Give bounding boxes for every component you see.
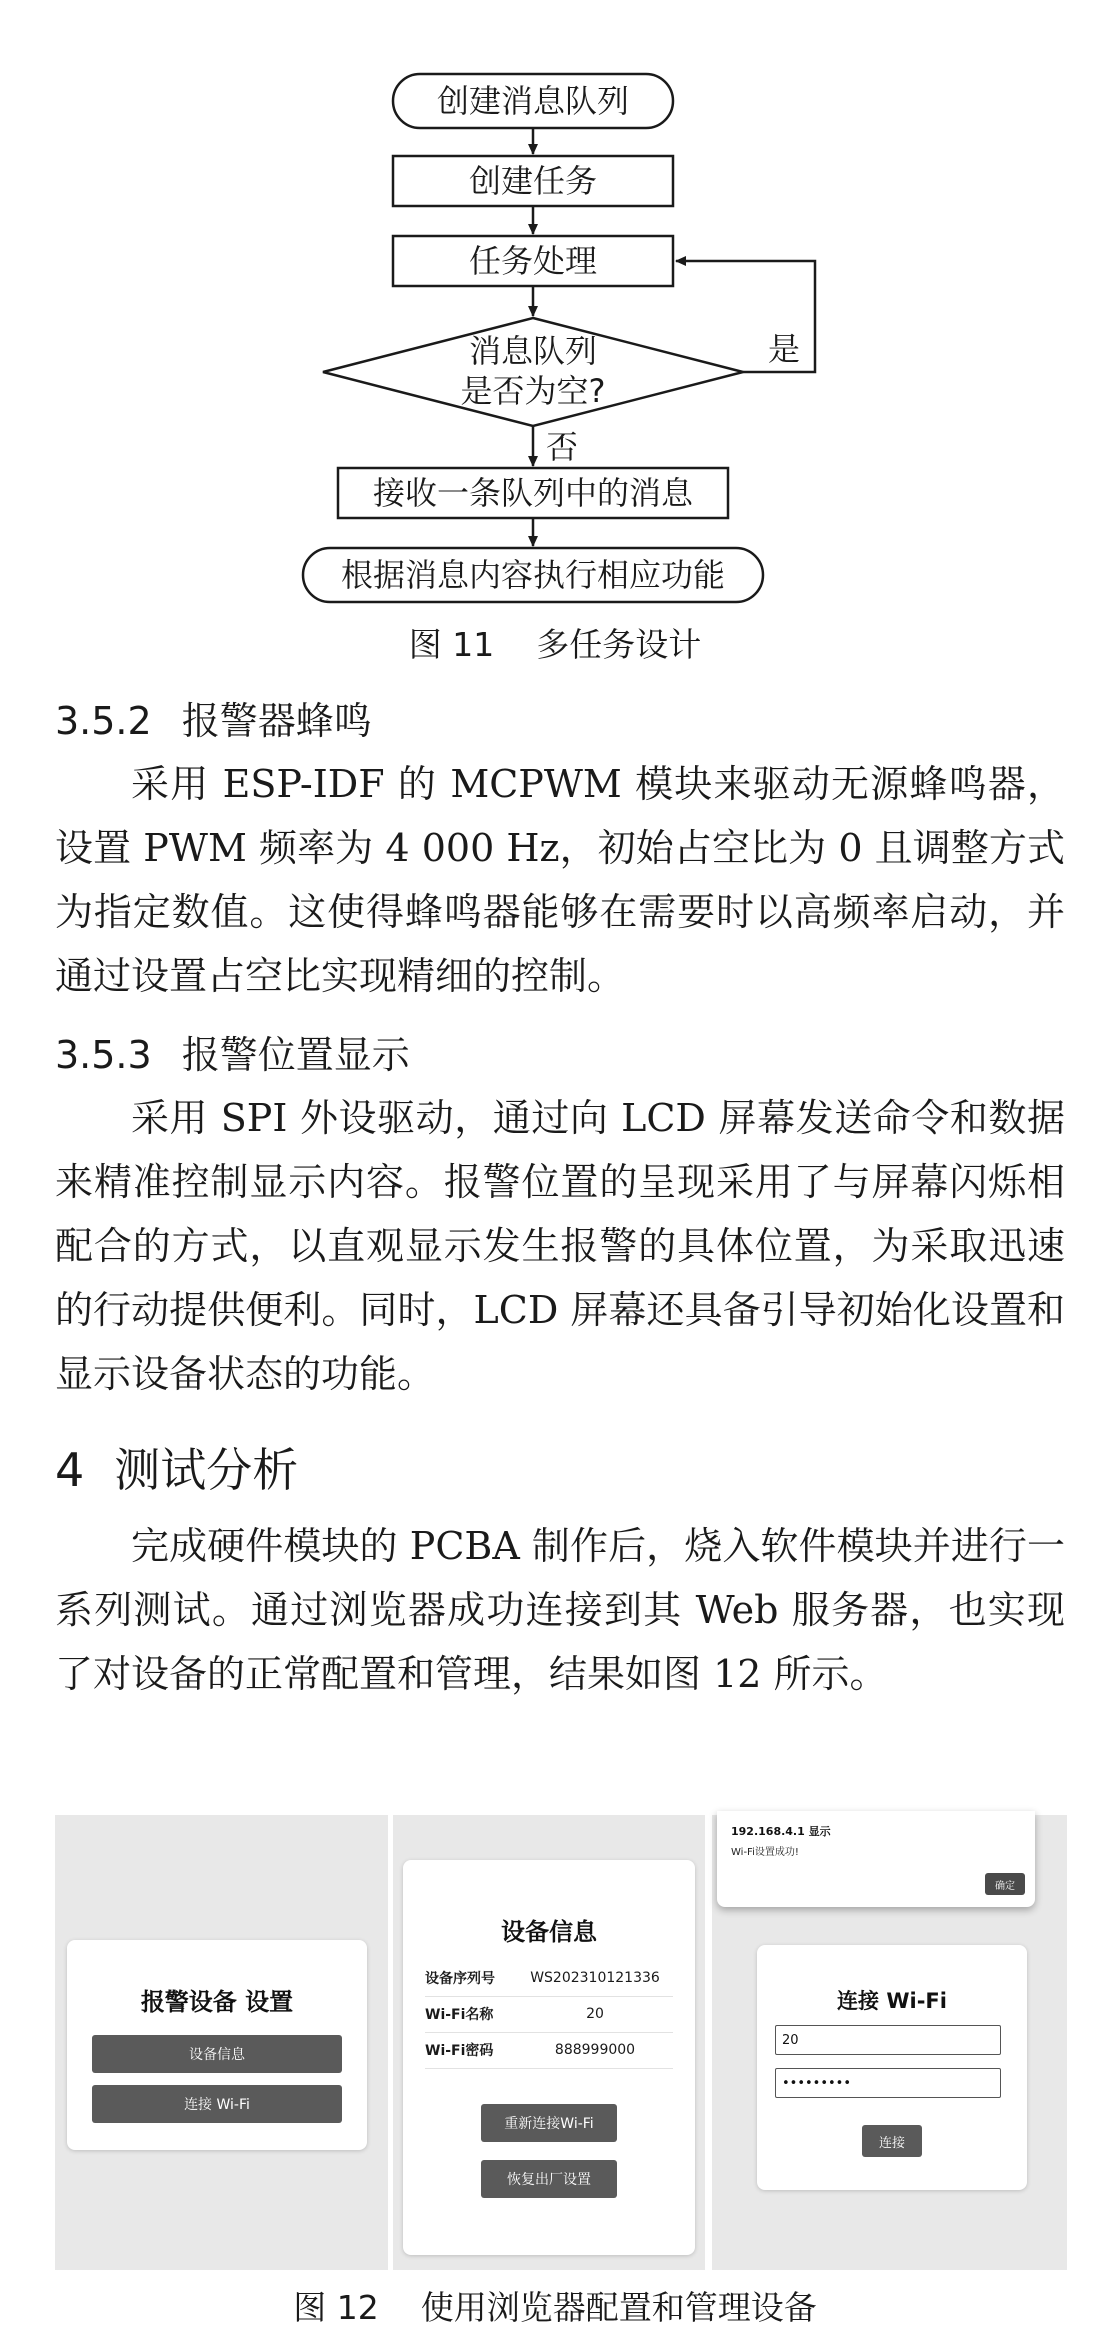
end-label: 根据消息内容执行相应功能 xyxy=(340,556,726,594)
section-number: 3.5.2 xyxy=(55,699,152,743)
decision-label-line1: 消息队列 xyxy=(468,332,598,370)
row-value: WS202310121336 xyxy=(530,1970,660,1986)
dialog-ok-button[interactable]: 确定 xyxy=(985,1873,1025,1895)
screenshot-settings xyxy=(55,1815,388,2270)
figure12-caption: 图 12 使用浏览器配置和管理设备 xyxy=(293,2288,817,2327)
password-input[interactable] xyxy=(775,2068,1001,2098)
ssid-input[interactable] xyxy=(775,2025,1001,2055)
row-key: Wi-Fi名称 xyxy=(425,2007,494,2023)
figure11-caption: 图 11 多任务设计 xyxy=(408,625,702,664)
row-key: 设备序列号 xyxy=(425,1971,495,1987)
section-352-heading xyxy=(55,690,372,745)
row-value: 20 xyxy=(586,2006,604,2022)
section-4-heading xyxy=(55,1434,298,1500)
section-number: 3.5.3 xyxy=(55,1033,152,1077)
section-title: 报警位置显示 xyxy=(181,1033,410,1077)
screenshot-device-info xyxy=(393,1815,705,2270)
row-key: Wi-Fi密码 xyxy=(425,2043,494,2059)
dialog-message: Wi-Fi设置成功! xyxy=(731,1847,799,1858)
row-value: 888999000 xyxy=(554,2042,636,2058)
connect-wifi-button[interactable]: 连接 Wi-Fi xyxy=(92,2085,342,2123)
screenshot-connect-wifi xyxy=(712,1815,1067,2270)
section-title: 测试分析 xyxy=(114,1443,299,1497)
section-number: 4 xyxy=(55,1443,85,1497)
section-353-heading xyxy=(55,1024,410,1079)
dialog-title: 192.168.4.1 显示 xyxy=(731,1825,831,1838)
yes-label: 是 xyxy=(768,330,801,368)
info-row-wifi-name xyxy=(425,1996,673,2033)
connect-button[interactable]: 连接 xyxy=(862,2125,922,2157)
device-info-card xyxy=(403,1860,695,2255)
info-row-serial xyxy=(425,1960,673,1997)
section-title: 报警器蜂鸣 xyxy=(181,699,372,743)
task-process-label: 任务处理 xyxy=(468,242,598,280)
flowchart xyxy=(0,0,1110,680)
section-352-paragraph: 采用 ESP-IDF 的 MCPWM 模块来驱动无源蜂鸣器，设置 PWM 频率为 4 000 Hz，初始占空比为 0 且调整方式为指定数值。这使得蜂鸣器能够在需要时以高频率启动，并通过设置占空比实现精细的控制。 xyxy=(55,762,1065,998)
section-4-paragraph: 完成硬件模块的 PCBA 制作后，烧入软件模块并进行一系列测试。通过浏览器成功连接到其 Web 服务器，也实现了对设备的正常配置和管理，结果如图 12 所示。 xyxy=(55,1524,1065,1696)
reconnect-wifi-button[interactable]: 重新连接Wi-Fi xyxy=(481,2104,617,2142)
alert-dialog xyxy=(717,1811,1035,1907)
no-label: 否 xyxy=(546,428,579,466)
wifi-card xyxy=(757,1945,1027,2190)
device-info-title: 设备信息 xyxy=(501,1918,597,1946)
settings-title: 报警设备 设置 xyxy=(140,1988,294,2016)
section-353-paragraph: 采用 SPI 外设驱动，通过向 LCD 屏幕发送命令和数据来精准控制显示内容。报警位置的呈现采用了与屏幕闪烁相配合的方式，以直观显示发生报警的具体位置，为采取迅速的行动提供便利。同时，LCD 屏幕还具备引导初始化设置和显示设备状态的功能。 xyxy=(55,1096,1065,1396)
decision-label-line2: 是否为空? xyxy=(460,372,606,410)
factory-reset-button[interactable]: 恢复出厂设置 xyxy=(481,2160,617,2198)
device-info-button[interactable]: 设备信息 xyxy=(92,2035,342,2073)
settings-card xyxy=(67,1940,367,2150)
create-task-label: 创建任务 xyxy=(468,162,598,200)
receive-message-label: 接收一条队列中的消息 xyxy=(372,474,694,512)
wifi-title: 连接 Wi-Fi xyxy=(837,1989,947,2013)
info-row-wifi-password xyxy=(425,2032,673,2069)
start-label: 创建消息队列 xyxy=(436,82,630,120)
